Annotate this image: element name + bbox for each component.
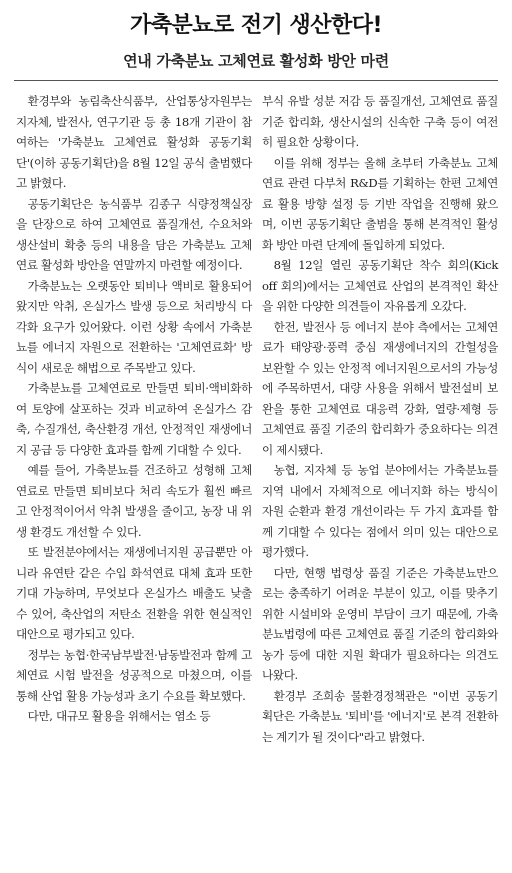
paragraph: 부식 유발 성분 저감 등 품질개선, 고체연료 품질 기준 합리화, 생산시설의 신속한 구축 등이 여전히 필요한 상황이다. (262, 94, 498, 149)
article-subheadline: 연내 가축분뇨 고체연료 활성화 방안 마련 (123, 52, 389, 70)
paragraph: 또 발전분야에서는 재생에너지원 공급뿐만 아니라 유연탄 같은 수입 화석연료 대체 효과 또한 기대 가능하며, 무엇보다 온실가스 배출도 낮출 수 있어, 축산업의 저탄소 전환을 위한 현실적인 대안으로 평가되고 있다. (16, 545, 252, 641)
left-column (16, 91, 252, 727)
paragraph: 다만, 현행 법령상 품질 기준은 가축분뇨만으로는 충족하기 어려운 부분이 있고, 이를 맞추기 위한 시설비와 운영비 부담이 크기 때문에, 가축분뇨법령에 따른 고체연료 품질 기준의 합리화와 농가 등에 대한 지원 확대가 필요하다는 의견도 나왔다. (262, 565, 498, 682)
paragraph: 한전, 발전사 등 에너지 분야 측에서는 고체연료가 태양광·풍력 중심 재생에너지의 간헐성을 보완할 수 있는 안정적 에너지원으로서의 가능성에 주목하면서, 대량 사용을 위해서 발전설비 보완을 통한 고체연료 대응력 강화, 열량·제형 등 고체연료 품질 기준의 합리화가 중요하다는 의견이 제시됐다. (262, 319, 498, 457)
paragraph: 가축분뇨를 고체연료로 만들면 퇴비·액비화하여 토양에 살포하는 것과 비교하여 온실가스 감축, 수질개선, 축산환경 개선, 안정적인 재생에너지 공급 등 다양한 효과를 함께 기대할 수 있다. (16, 381, 252, 457)
paragraph: 농협, 지자체 등 농업 분야에서는 가축분뇨를 지역 내에서 자체적으로 에너지화 하는 방식이 자원 순환과 환경 개선이라는 두 가지 효과를 함께 기대할 수 있다는 점에서 의미 있는 대안으로 평가했다. (262, 463, 498, 559)
paragraph: 환경부와 농림축산식품부, 산업통상자원부는 지자체, 발전사, 연구기관 등 총 18개 기관이 참여하는 '가축분뇨 고체연료 활성화 공동기획단'(이하 공동기획단)을 8월 12일 공식 출범했다고 밝혔다. (16, 94, 252, 190)
paragraph: 정부는 농협·한국남부발전·남동발전과 함께 고체연료 시험 발전을 성공적으로 마쳤으며, 이를 통해 산업 활용 가능성과 초기 수요를 확보했다. (16, 647, 252, 703)
paragraph: 공동기획단은 농식품부 김종구 식량정책실장을 단장으로 하여 고체연료 품질개선, 수요처와 생산설비 확충 등의 내용을 담은 가축분뇨 고체연료 활성화 방안을 연말까지 마련할 예정이다. (16, 196, 252, 272)
right-column (262, 91, 498, 747)
paragraph: 이를 위해 정부는 올해 초부터 가축분뇨 고체연료 관련 다부처 R&D를 기획하는 한편 고체연료 활용 방향 설정 등 기반 작업을 진행해 왔으며, 이번 공동기획단 출범을 통해 본격적인 활성화 방안 마련 단계에 돌입하게 되었다. (262, 155, 498, 252)
paragraph: 8월 12일 열린 공동기획단 착수 회의(Kick off 회의)에서는 고체연료 산업의 본격적인 확산을 위한 다양한 의견들이 자유롭게 오갔다. (262, 258, 498, 313)
paragraph: 가축분뇨는 오랫동안 퇴비나 액비로 활용되어 왔지만 악취, 온실가스 발생 등으로 처리방식 다각화 요구가 있어왔다. 이런 상황 속에서 가축분뇨를 에너지 자원으로 전환하는 '고체연료화' 방식이 새로운 해법으로 주목받고 있다. (16, 278, 252, 375)
divider (14, 80, 498, 81)
paragraph: 다만, 대규모 활용을 위해서는 염소 등 (27, 709, 211, 723)
paragraph: 환경부 조희송 물환경정책관은 "이번 공동기획단은 가축분뇨 '퇴비'를 '에너지'로 본격 전환하는 계기가 될 것이다"라고 밝혔다. (262, 688, 498, 744)
paragraph: 예를 들어, 가축분뇨를 건조하고 성형해 고체연료로 만들면 퇴비보다 처리 속도가 훨씬 빠르고 안정적이어서 악취 발생을 줄이고, 농장 내 위생 환경도 개선할 수 있다. (16, 463, 252, 539)
article-headline: 가축분뇨로 전기 생산한다! (129, 13, 383, 38)
